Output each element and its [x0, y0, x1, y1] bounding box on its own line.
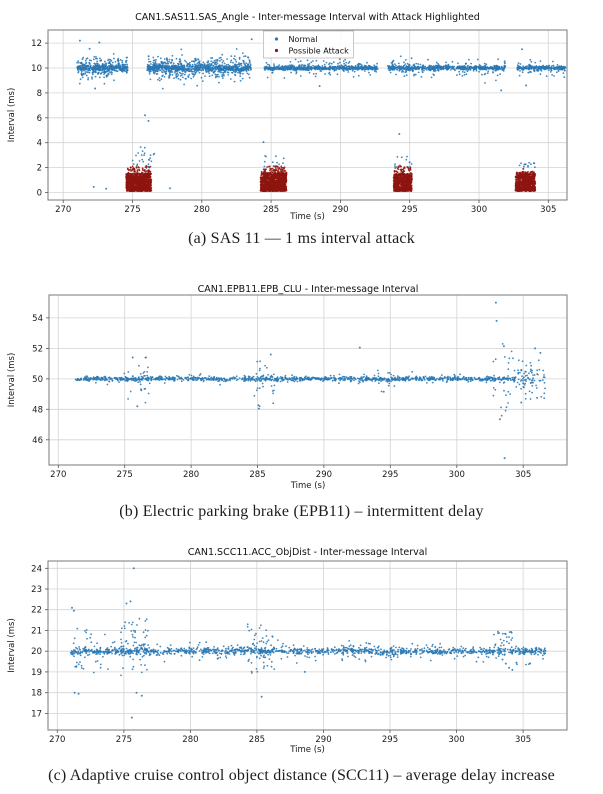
y-axis-label: Interval (ms) — [7, 618, 17, 673]
chart-title: CAN1.SAS11.SAS_Angle - Inter-message Interval with Attack Highlighted — [135, 12, 480, 23]
caption-b: (b) Electric parking brake (EPB11) – intermittent delay — [119, 503, 484, 520]
y-axis-label: Interval (ms) — [7, 87, 17, 143]
gridlines — [48, 561, 567, 730]
legend-marker-attack — [275, 49, 278, 52]
series-possible-attack — [125, 165, 536, 192]
x-axis-label: Time (s) — [290, 212, 325, 222]
chart-scc11-interval — [0, 541, 603, 755]
series-normal — [75, 302, 546, 460]
caption-a: (a) SAS 11 — 1 ms interval attack — [188, 230, 415, 247]
legend — [264, 31, 354, 58]
caption-c: (c) Adaptive cruise control object distance (SCC11) – average delay increase — [48, 767, 555, 784]
chart-title: CAN1.EPB11.EPB_CLU - Inter-message Interval — [197, 284, 419, 295]
x-axis-label: Time (s) — [290, 745, 325, 755]
chart-title: CAN1.SCC11.ACC_ObjDist - Inter-message Interval — [187, 547, 428, 558]
x-axis-label: Time (s) — [290, 481, 326, 490]
chart-epb11-interval — [0, 278, 603, 490]
legend-label: Possible Attack — [288, 46, 349, 56]
tick-marks — [46, 318, 523, 468]
plot-border — [48, 561, 567, 730]
legend-marker-normal — [275, 37, 278, 40]
legend-label: Normal — [288, 35, 318, 44]
y-axis-label: Interval (ms) — [7, 352, 17, 408]
chart-sas11-interval — [0, 0, 603, 224]
series-normal — [70, 567, 546, 718]
